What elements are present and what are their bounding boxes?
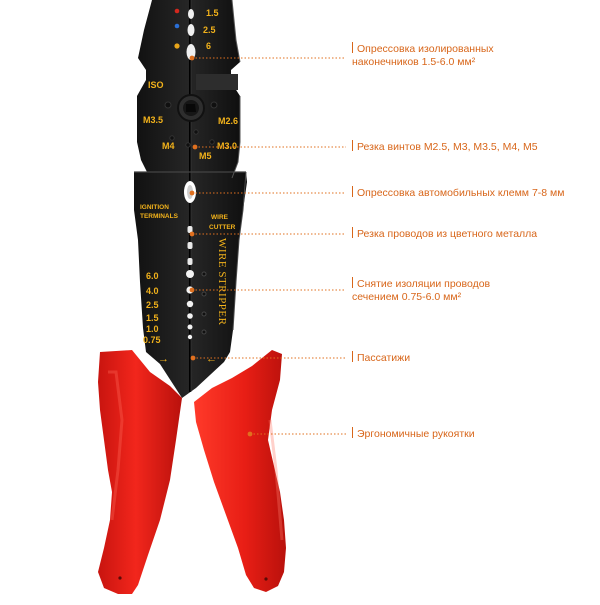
callout-wire-cutting: [352, 227, 537, 241]
callout-dot-2: [193, 145, 198, 150]
screw-m5-label: M5: [199, 151, 212, 161]
callout-dot-7: [248, 432, 253, 437]
callout-4-line1: Резка проводов из цветного металла: [357, 228, 538, 240]
callout-5-line2: сечением 0.75-6.0 мм²: [352, 291, 462, 303]
callout-dot-4: [190, 232, 195, 237]
strip-size-1-5: 1.5: [146, 313, 159, 323]
callout-dot-5: [190, 288, 195, 293]
arrow-right-marking: →: [158, 353, 169, 365]
red-dot-icon: [175, 9, 180, 14]
strip-size-1-0: 1.0: [146, 324, 159, 334]
callout-dot-3: [190, 191, 195, 196]
size-2-5-label: 2.5: [203, 25, 216, 35]
wire-cutter-label-line2: CUTTER: [209, 224, 236, 231]
iso-label: ISO: [148, 80, 164, 90]
right-handle: [194, 350, 286, 592]
ignition-label-line2: TERMINALS: [140, 213, 178, 220]
yellow-dot-icon: [174, 43, 179, 48]
screw-m4-label: M4: [162, 141, 175, 151]
arrow-left-marking: ←: [206, 353, 217, 365]
strip-size-0-75: 0.75: [143, 335, 161, 345]
size-1-5-label: 1.5: [206, 8, 219, 18]
wire-stripper-side-text: WIRE STRIPPER: [216, 238, 228, 326]
size-6-label: 6: [206, 41, 212, 51]
left-handle: [98, 350, 182, 594]
callout-5-line1: Снятие изоляции проводов: [357, 278, 491, 290]
callout-6-line1: Пассатижи: [357, 352, 411, 364]
callout-1-line1: Опрессовка изолированных: [357, 43, 494, 55]
blue-dot-icon: [175, 24, 180, 29]
wire-cutter-label-line1: WIRE: [211, 214, 228, 221]
callout-ergonomic-handles: [352, 427, 475, 441]
callout-3-line1: Опрессовка автомобильных клемм 7-8 мм: [357, 187, 565, 199]
screw-m3-5-label: M3.5: [143, 115, 164, 125]
screw-m2-6-label: M2.6: [218, 116, 239, 126]
callout-pliers: [352, 351, 410, 365]
strip-size-4-0: 4.0: [146, 286, 159, 296]
callout-7-line1: Эргономичные рукоятки: [357, 428, 475, 440]
callout-screw-cutting: [352, 140, 538, 154]
strip-size-6-0: 6.0: [146, 271, 159, 281]
callout-2-line1: Резка винтов M2.5, M3, M3.5, M4, M5: [357, 141, 538, 153]
callout-auto-terminal-crimp: [352, 186, 564, 200]
callout-1-line2: наконечников 1.5-6.0 мм²: [352, 56, 476, 68]
strip-size-2-5: 2.5: [146, 300, 159, 310]
screw-m3-0-label: M3.0: [217, 141, 238, 151]
ignition-label-line1: IGNITION: [140, 204, 169, 211]
callout-dot-6: [191, 356, 196, 361]
callout-insulated-crimp: [352, 42, 494, 69]
callout-wire-stripping: [352, 277, 490, 304]
callout-dot-1: [190, 56, 195, 61]
